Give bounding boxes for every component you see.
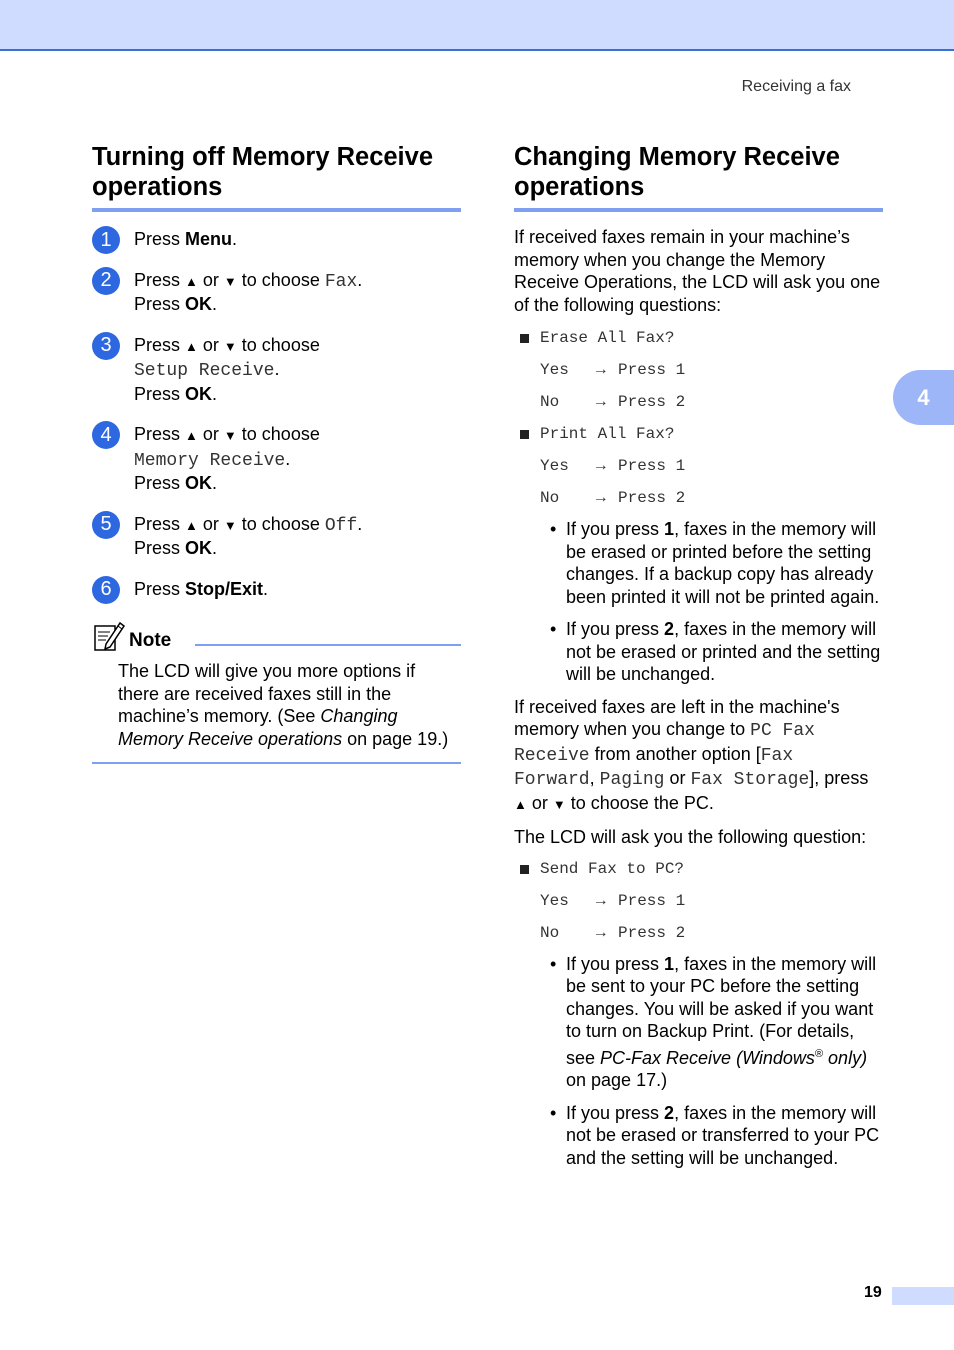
- bullet-list: [566, 518, 883, 686]
- down-arrow-icon: ▼: [223, 273, 237, 289]
- lcd-option: PC Fax Receive: [514, 721, 815, 766]
- up-arrow-icon: ▲: [514, 796, 527, 812]
- ok-key: OK: [185, 294, 213, 314]
- list-item: • If you press 1, faxes in the memory will be sent to your PC before the setting changes. You will be asked if you want to turn on Backup Print. (For details, see PC-Fax Receive (Windows® only) on page 17.): [566, 953, 883, 1092]
- list-item: • If you press 1, faxes in the memory will be erased or printed before the setting changes. If a backup copy has already been printed it will not be printed again.: [566, 518, 883, 608]
- square-bullet-icon: [520, 430, 529, 439]
- up-arrow-icon: ▲: [185, 517, 198, 533]
- cross-reference-link[interactable]: PC-Fax Receive (Windows: [600, 1047, 815, 1068]
- stop-exit-key: Stop/Exit: [185, 578, 264, 599]
- right-column: [514, 142, 883, 1179]
- running-header: Receiving a fax: [741, 78, 851, 95]
- arrow-icon: →: [596, 489, 606, 507]
- top-band: [0, 0, 954, 51]
- list-item: • If you press 2, faxes in the memory will not be erased or transferred to your PC and the setting will be unchanged.: [566, 1102, 883, 1170]
- arrow-icon: →: [596, 361, 606, 379]
- note-text: The LCD will give you more options if there are received faxes still in the machine’s memory. (See Changing Memory Receive operations on page 19.): [118, 661, 449, 749]
- square-bullet-icon: [520, 865, 529, 874]
- step-1: 1 Press Menu.: [92, 228, 461, 251]
- lcd-option: Memory Receive: [134, 450, 286, 471]
- menu-key: Menu: [185, 229, 233, 249]
- paragraph: The LCD will ask you the following question:: [514, 827, 867, 847]
- lcd-option: Fax Forward: [514, 745, 794, 790]
- up-arrow-icon: ▲: [185, 338, 198, 354]
- down-arrow-icon: ▼: [223, 428, 237, 443]
- lcd-option: Setup Receive: [134, 361, 275, 381]
- paragraph: If received faxes are left in the machine's memory when you change to PC Fax Receive from another option [Fax Forward, Paging or Fax Storage], press ▲ or ▼ to choose the PC.: [514, 696, 869, 813]
- note-label: Note: [129, 630, 172, 651]
- lcd-option: Fax Storage: [690, 770, 810, 790]
- arrow-icon: →: [596, 457, 606, 475]
- square-bullet-icon: [520, 334, 529, 343]
- step-5: 5 Press ▲ or ▼ to choose Off. Press OK.: [92, 513, 461, 560]
- left-column: [92, 142, 461, 764]
- section-title-left: Turning off Memory Receive operations: [92, 142, 461, 212]
- lcd-answer: Yes → Press 1: [540, 450, 883, 482]
- step-4: 4 Press ▲ or ▼ to choose Memory Receive. Press OK.: [92, 423, 461, 495]
- lcd-option: Off: [324, 515, 358, 536]
- lcd-answer: Yes → Press 1: [540, 885, 883, 917]
- step-number-icon: 6: [92, 576, 120, 604]
- arrow-icon: →: [596, 923, 606, 942]
- arrow-icon: →: [596, 393, 606, 411]
- page-number: 19: [864, 1284, 882, 1301]
- ok-key: OK: [185, 473, 213, 493]
- lcd-answer: No → Press 2: [540, 482, 883, 514]
- page-number-band: [892, 1287, 954, 1305]
- intro-paragraph: If received faxes remain in your machine’s memory when you change the Memory Receive Operations, the LCD will ask you one of the following questions:: [514, 227, 881, 315]
- lcd-answer: Yes → Press 1: [540, 354, 883, 386]
- lcd-question: Send Fax to PC?: [540, 853, 883, 885]
- up-arrow-icon: ▲: [185, 273, 198, 289]
- bullet-list: [566, 953, 883, 1170]
- up-arrow-icon: ▲: [185, 428, 198, 443]
- step-6: 6 Press Stop/Exit.: [92, 578, 461, 601]
- note-rule: [195, 644, 461, 646]
- steps-list: [92, 228, 461, 600]
- down-arrow-icon: ▼: [552, 796, 566, 812]
- note-box: [92, 618, 461, 764]
- step-2: 2 Press ▲ or ▼ to choose Fax. Press OK.: [92, 269, 461, 316]
- lcd-option: Fax: [324, 271, 358, 292]
- arrow-icon: →: [596, 891, 606, 910]
- lcd-question: Erase All Fax?: [540, 322, 883, 354]
- note-end-rule: [92, 762, 461, 764]
- section-title-right: Changing Memory Receive operations: [514, 142, 883, 212]
- note-pencil-icon: [92, 620, 126, 652]
- lcd-option: Paging: [599, 770, 665, 790]
- step-number-icon: 1: [92, 226, 120, 254]
- list-item: • If you press 2, faxes in the memory will not be erased or printed and the setting will be unchanged.: [566, 618, 883, 686]
- step-number-icon: 5: [92, 511, 120, 539]
- chapter-tab[interactable]: 4: [893, 370, 954, 425]
- step-number-icon: 3: [92, 332, 120, 360]
- cross-reference-link[interactable]: Changing Memory Receive operations: [118, 706, 398, 749]
- lcd-answer: No → Press 2: [540, 917, 883, 949]
- step-number-icon: 2: [92, 267, 120, 295]
- ok-key: OK: [185, 383, 213, 404]
- down-arrow-icon: ▼: [223, 338, 237, 354]
- down-arrow-icon: ▼: [223, 517, 237, 533]
- lcd-question: Print All Fax?: [540, 418, 883, 450]
- step-3: 3 Press ▲ or ▼ to choose Setup Receive. Press OK.: [92, 334, 461, 406]
- lcd-answer: No → Press 2: [540, 386, 883, 418]
- ok-key: OK: [185, 538, 213, 558]
- step-number-icon: 4: [92, 421, 120, 449]
